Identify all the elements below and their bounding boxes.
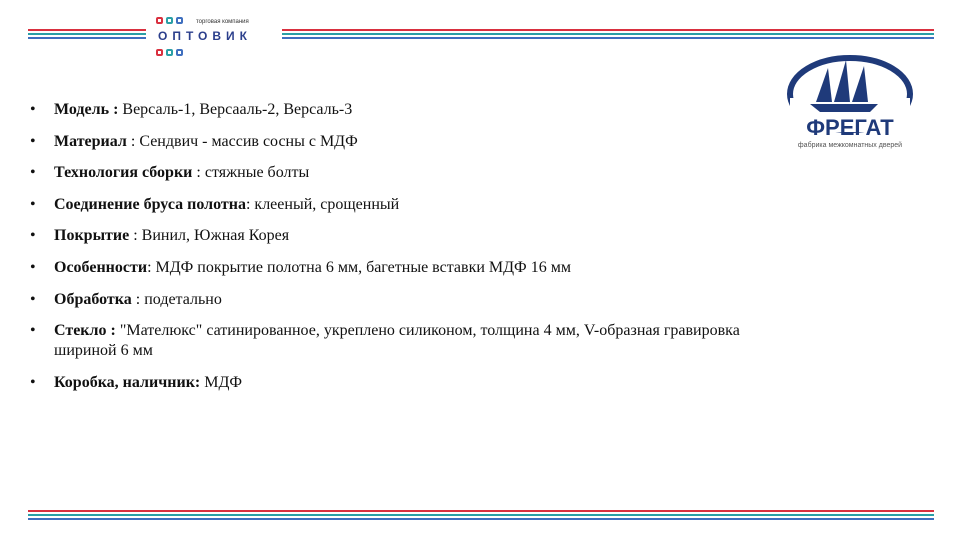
spec-item — [30, 290, 750, 310]
fregat-tagline: фабрика межкомнатных дверей — [797, 142, 903, 149]
spec-value: : стяжные болты — [192, 164, 310, 182]
spec-list — [30, 100, 750, 404]
bullet: • — [30, 373, 36, 391]
spec-item — [30, 163, 750, 183]
spec-value: "Мателюкс" сатинированное, укреплено силиконом, толщина 4 мм, V-образная гравировка шириной 6 мм — [54, 322, 740, 360]
logo-small-text: торговая компания — [196, 19, 249, 25]
spec-label: Коробка, наличник: — [54, 373, 201, 391]
footer-stripes — [28, 510, 934, 522]
spec-item — [30, 100, 750, 120]
spec-label: Соединение бруса полотна — [54, 195, 246, 213]
bullet: • — [30, 258, 36, 276]
bullet: • — [30, 195, 36, 213]
header-stripes-right — [282, 29, 934, 41]
spec-item — [30, 258, 750, 278]
spec-value: : Винил, Южная Корея — [129, 227, 290, 245]
spec-value: Версаль-1, Версааль-2, Версаль-3 — [118, 101, 353, 118]
spec-label: Технология сборки — [54, 164, 193, 182]
header-stripes-left — [28, 29, 146, 41]
spec-item — [30, 321, 750, 361]
bullet: • — [30, 322, 36, 340]
spec-label: Модель : — [54, 101, 119, 118]
spec-label: Обработка — [54, 290, 132, 308]
spec-item — [30, 195, 750, 215]
bullet: • — [30, 132, 36, 150]
spec-value: : МДФ покрытие полотна 6 мм, багетные вставки МДФ 16 мм — [147, 258, 571, 276]
spec-item — [30, 132, 750, 152]
spec-label: Стекло : — [54, 322, 116, 340]
spec-value: МДФ — [200, 373, 243, 391]
bullet: • — [30, 101, 36, 118]
bullet: • — [30, 290, 36, 308]
logo-word: ОПТОВИК — [158, 29, 252, 43]
spec-value: : Сендвич - массив сосны с МДФ — [126, 132, 358, 150]
ship-emblem-icon — [766, 42, 936, 152]
spec-label: Материал — [54, 132, 127, 150]
spec-item — [30, 226, 750, 246]
spec-label: Особенности — [54, 258, 148, 276]
bullet: • — [30, 227, 36, 245]
spec-value: : подетально — [131, 290, 222, 308]
spec-item — [30, 373, 750, 393]
fregat-brand: ФРЕГАТ — [806, 115, 894, 140]
spec-label: Покрытие — [54, 227, 130, 245]
optovik-logo — [156, 17, 280, 57]
bullet: • — [30, 164, 36, 182]
spec-value: : клееный, срощенный — [245, 195, 400, 213]
fregat-logo — [766, 42, 936, 152]
